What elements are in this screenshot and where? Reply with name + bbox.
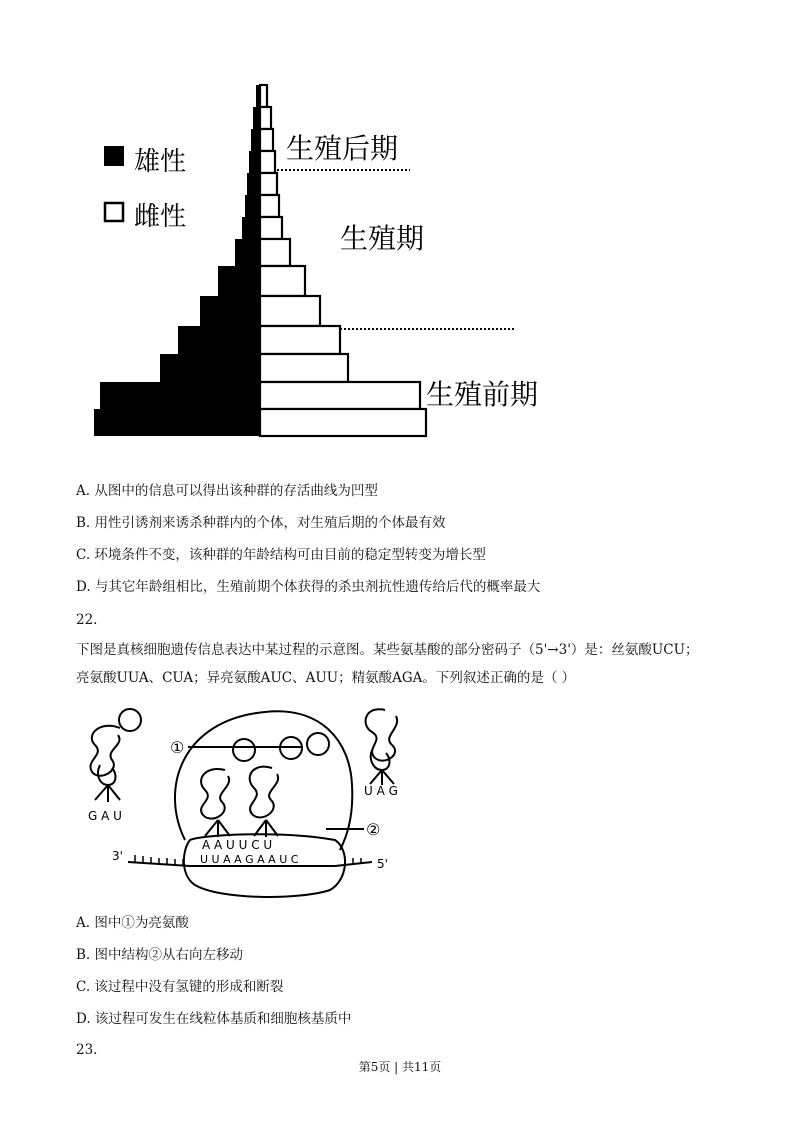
trna-middle-2 xyxy=(250,767,278,837)
legend-female-swatch xyxy=(105,203,123,221)
mrna-5-end: 5' xyxy=(377,857,388,871)
amino-acid-1 xyxy=(233,739,255,761)
legend-male-swatch xyxy=(104,146,124,166)
label-1: ① xyxy=(170,738,185,757)
page-footer: 第5页 | 共11页 xyxy=(358,1060,442,1074)
q23-number: 23. xyxy=(76,1042,98,1058)
q22-option-b: B. 图中结构②从右向左移动 xyxy=(76,947,244,963)
q22-stem-line1: 下图是真核细胞遗传信息表达中某过程的示意图。某些氨基酸的部分密码子（5'→3'）是：丝氨酸UCU； xyxy=(76,642,699,658)
trna-left-anticodon: G A U xyxy=(88,809,122,823)
trna-middle-anticodons: A A U U C U xyxy=(202,838,273,852)
label-post-reproductive: 生殖后期 xyxy=(286,132,399,165)
legend-male-label: 雄性 xyxy=(134,147,187,177)
translation-diagram xyxy=(0,690,800,900)
mrna-3-end: 3' xyxy=(112,849,123,863)
mrna-codons: U U A A G A A U C xyxy=(200,853,299,866)
q21-option-c: C. 环境条件不变，该种群的年龄结构可由目前的稳定型转变为增长型 xyxy=(76,547,486,563)
q22-option-d: D. 该过程可发生在线粒体基质和细胞核基质中 xyxy=(76,1011,352,1027)
label-reproductive: 生殖期 xyxy=(340,222,425,255)
label-2: ② xyxy=(366,820,381,839)
q22-stem-line2: 亮氨酸UUA、CUA；异亮氨酸AUC、AUU；精氨酸AGA。下列叙述正确的是（ ） xyxy=(76,670,576,686)
q21-option-b: B. 用性引诱剂来诱杀种群内的个体，对生殖后期的个体最有效 xyxy=(76,515,446,531)
male-bars xyxy=(94,85,260,436)
q22-option-a: A. 图中①为亮氨酸 xyxy=(76,915,189,931)
age-pyramid-figure xyxy=(0,0,800,460)
legend-female-label: 雌性 xyxy=(134,202,187,232)
q22-option-c: C. 该过程中没有氢键的形成和断裂 xyxy=(76,979,284,995)
label-pre-reproductive: 生殖前期 xyxy=(426,378,539,411)
trna-left xyxy=(90,726,120,802)
q21-option-d: D. 与其它年龄组相比，生殖前期个体获得的杀虫剂抗性遗传给后代的概率最大 xyxy=(76,579,541,595)
amino-acid-left-trna xyxy=(119,709,141,731)
trna-right xyxy=(366,709,398,785)
q21-option-a: A. 从图中的信息可以得出该种群的存活曲线为凹型 xyxy=(76,483,378,499)
trna-middle-1 xyxy=(201,769,230,837)
q22-number: 22. xyxy=(76,612,98,628)
trna-right-anticodon: U A G xyxy=(364,784,398,798)
amino-acid-3 xyxy=(307,733,329,755)
